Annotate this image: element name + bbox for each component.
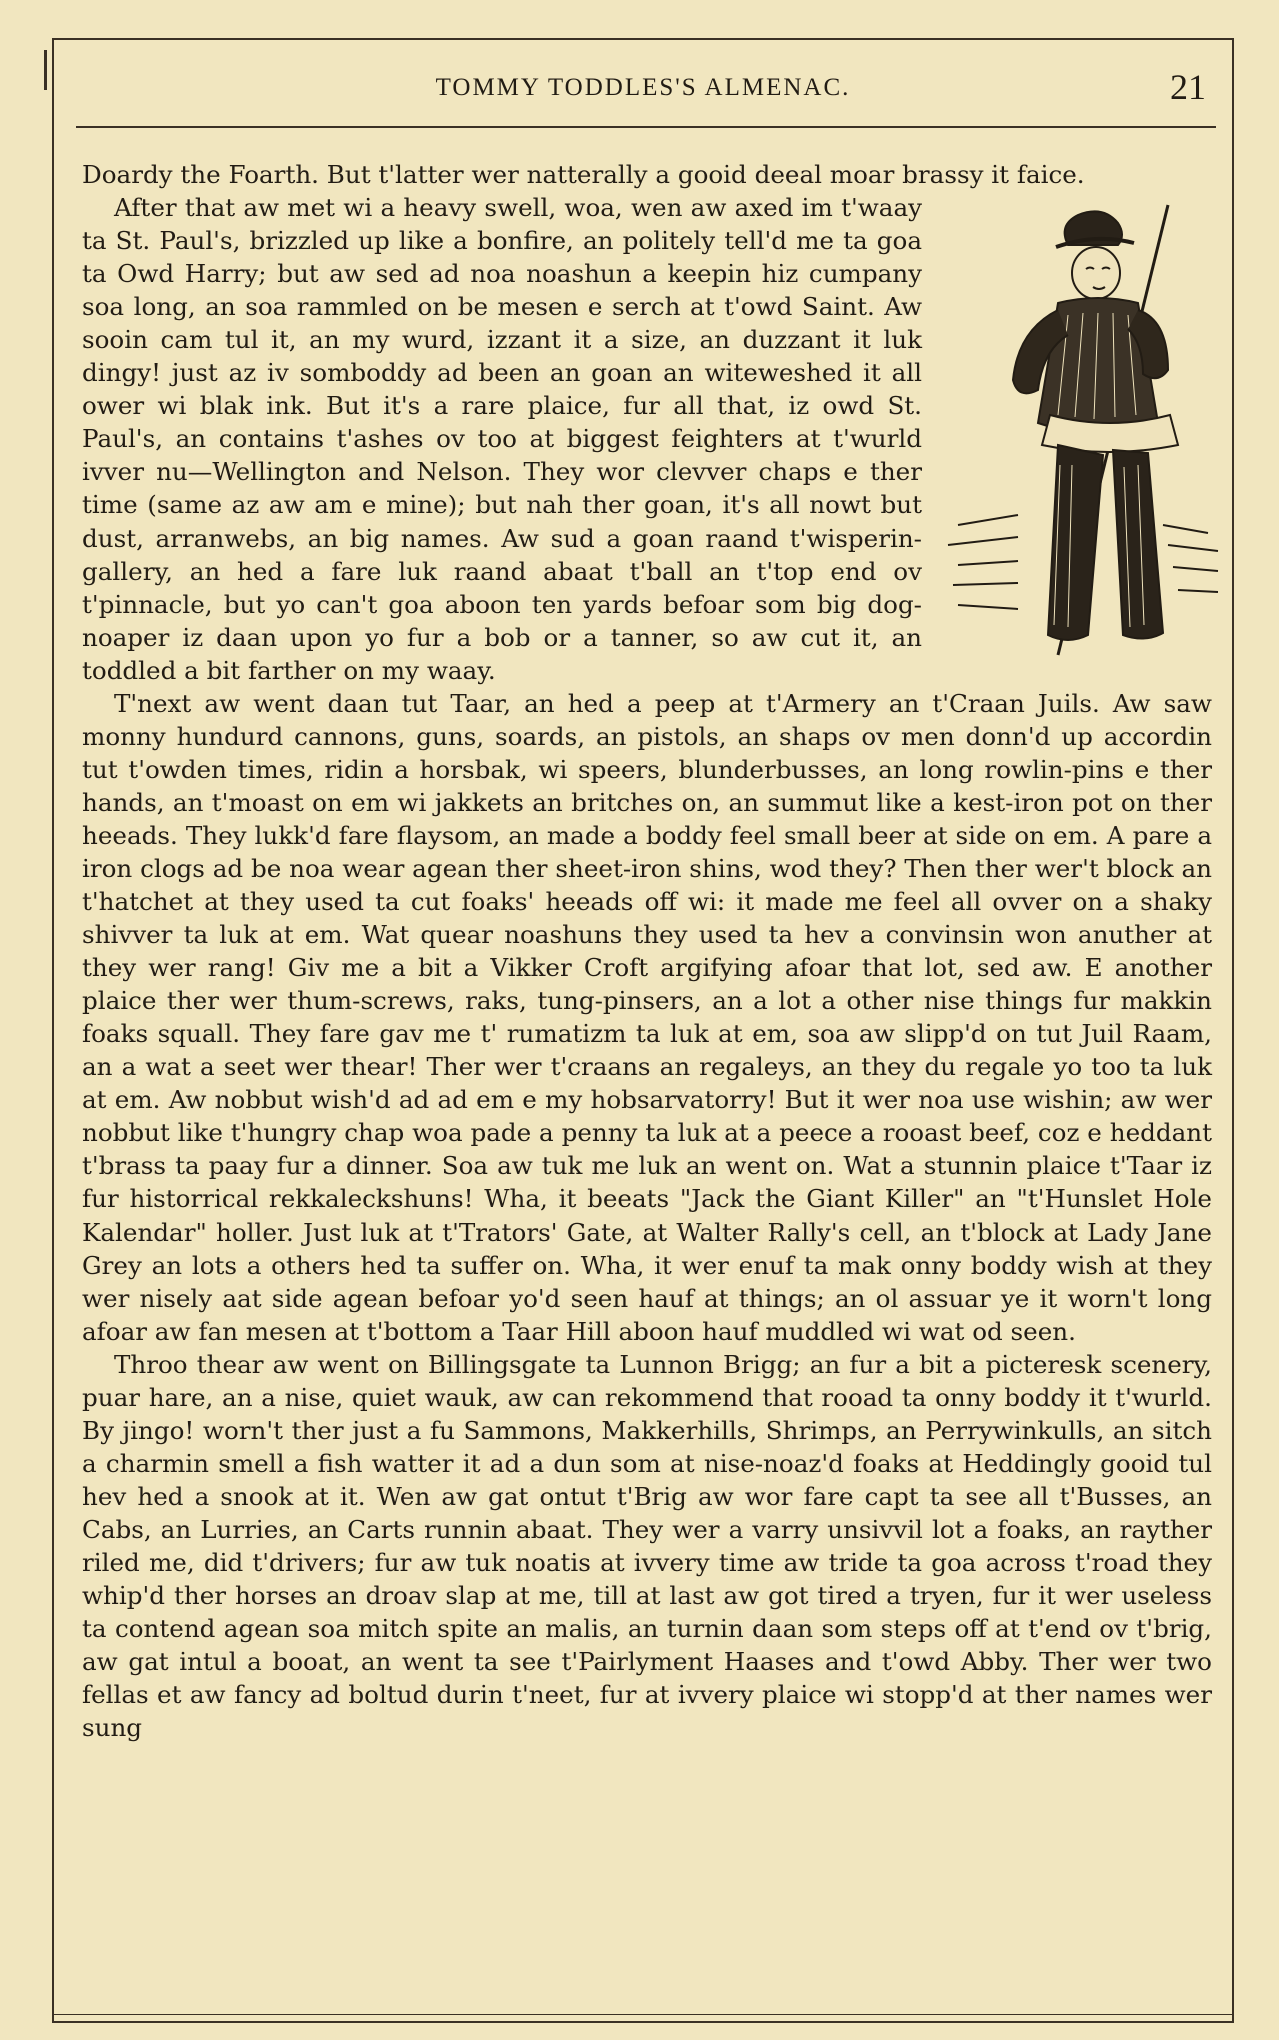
paragraph: T'next aw went daan tut Taar, an hed a peep at t'Armery an t'Craan Juils. Aw saw monny hundurd cannons, guns, soards, an pistols, an shaps ov men donn'd up accordin tut t'owden times, ridin a horsbak, wi speers, blunderbusses, an long rowlin-pins e ther hands, an t'moast on em wi jakkets an britches on, an summut like a kest-iron pot on ther heeads. They lukk'd fare flaysom, an made a boddy feel small beer at side on em. A pare a iron clogs ad be noa wear agean ther sheet-iron shins, wod they? Then ther wer't block an t'hatchet at they used ta cut foaks' heeads off wi: it made me feel all ovver on a shaky shivver ta luk at em. Wat quear noashuns they used ta hev a convinsin won anuther at they wer rang! Giv me a bit a Vikker Croft argifying afoar that lot, sed aw. E another plaice ther wer thum-screws, raks, tung-pinsers, an a lot a other nise things fur makkin foaks squall. They fare gav me t' rumatizm ta luk at em, soa aw slipp'd on tut Juil Raam, an a wat a seet wer thear! Ther wer t'craans an regaleys, an they du regale yo too ta luk at em. Aw nobbut wish'd ad ad em e my hobsarvatorry! But it wer noa use wishin; aw wer nobbut like t'hungry chap woa pade a penny ta luk at a peece a rooast beef, coz e heddant t'brass ta paay fur a dinner. Soa aw tuk me luk an went on. Wat a stunnin plaice t'Taar iz fur historrical rekkaleckshuns! Wha, it beeats "Jack the Giant Killer" an "t'Hunslet Hole Kalendar" holler. Just luk at t'Trators' Gate, at Walter Rally's cell, an t'block at Lady Jane Grey an lots a others hed ta suffer on. Wha, it wer enuf ta mak onny boddy wish at they wer nisely aat side agean befoar yo'd seen hauf at things; an ol assuar ye it worn't long afoar aw fan mesen at t'bottom a Taar Hill aboon hauf muddled wi wat od seen. (82, 688, 1212, 1346)
page-number: 21 (1170, 67, 1206, 107)
paragraph: After that aw met wi a heavy swell, woa, wen aw axed im t'waay ta St. Paul's, brizzled up like a bonfire, an politely tell'd me ta goa ta Owd Harry; but aw sed ad noa noashun a keepin hiz cumpany soa long, an soa rammled on be mesen e serch at t'owd Saint. Aw sooin cam tul it, an my wurd, izzant it a size, an duzzant it luk dingy! just az iv somboddy ad been an goan an witeweshed it all ower wi blak ink. But it's a rare plaice, fur all that, iz owd St. Paul's, an contains t'ashes ov too at biggest feighters at t'wurld ivver nu—Wellington and Nelson. They wor clevver chaps e ther time (same az aw am e mine); but nah ther goan, it's all nowt but dust, arranwebs, an big names. Aw sud a goan raand t'wisperin-gallery, an hed a fare luk raand abaat t'ball an t'top end ov t'pinnacle, but yo can't goa aboon ten yards befoar som big dog-noaper iz daan upon yo fur a bob or a tanner, so aw cut it, an toddled a bit farther on my waay. (82, 193, 922, 685)
header-rule (76, 126, 1216, 128)
bottom-rule (52, 2014, 1234, 2015)
man-sweeping-illustration (938, 195, 1228, 665)
running-head: TOMMY TODDLES'S ALMENAC. (435, 74, 851, 101)
paragraph: Throo thear aw went on Billingsgate ta Lunnon Brigg; an fur a bit a picteresk scenery, puar hare, an a nise, quiet wauk, aw can rekommend that rooad ta onny boddy it t'wurld. By jingo! worn't ther just a fu Sammons, Makkerhills, Shrimps, an Perrywinkulls, an sitch a charmin smell a fish watter it ad a dun som at nise-noaz'd foaks at Heddingly gooid tul hev hed a snook at it. Wen aw gat ontut t'Brig aw wor fare capt ta see all t'Busses, an Cabs, an Lurries, an Carts runnin abaat. They wer a varry unsivvil lot a foaks, an rayther riled me, did t'drivers; fur aw tuk noatis at ivvery time aw tride ta goa across t'road they whip'd ther horses an droav slap at me, till at last aw got tired a tryen, fur it wer useless ta contend agean soa mitch spite an malis, an turnin daan som steps off at t'end ov t'brig, aw gat intul a booat, an went ta see t'Pairlyment Haases and t'owd Abby. Ther wer two fellas et aw fancy ad boltud durin t'neet, fur at ivvery plaice wi stopp'd at ther names wer sung (82, 1349, 1212, 1743)
man-sweeping-icon (938, 195, 1228, 665)
page-header (52, 67, 1234, 112)
body-text (82, 158, 1212, 1744)
paragraph: Doardy the Foarth. But t'latter wer natterally a gooid deeal moar brassy it faice. (82, 160, 1085, 189)
binding-mark (44, 50, 47, 90)
